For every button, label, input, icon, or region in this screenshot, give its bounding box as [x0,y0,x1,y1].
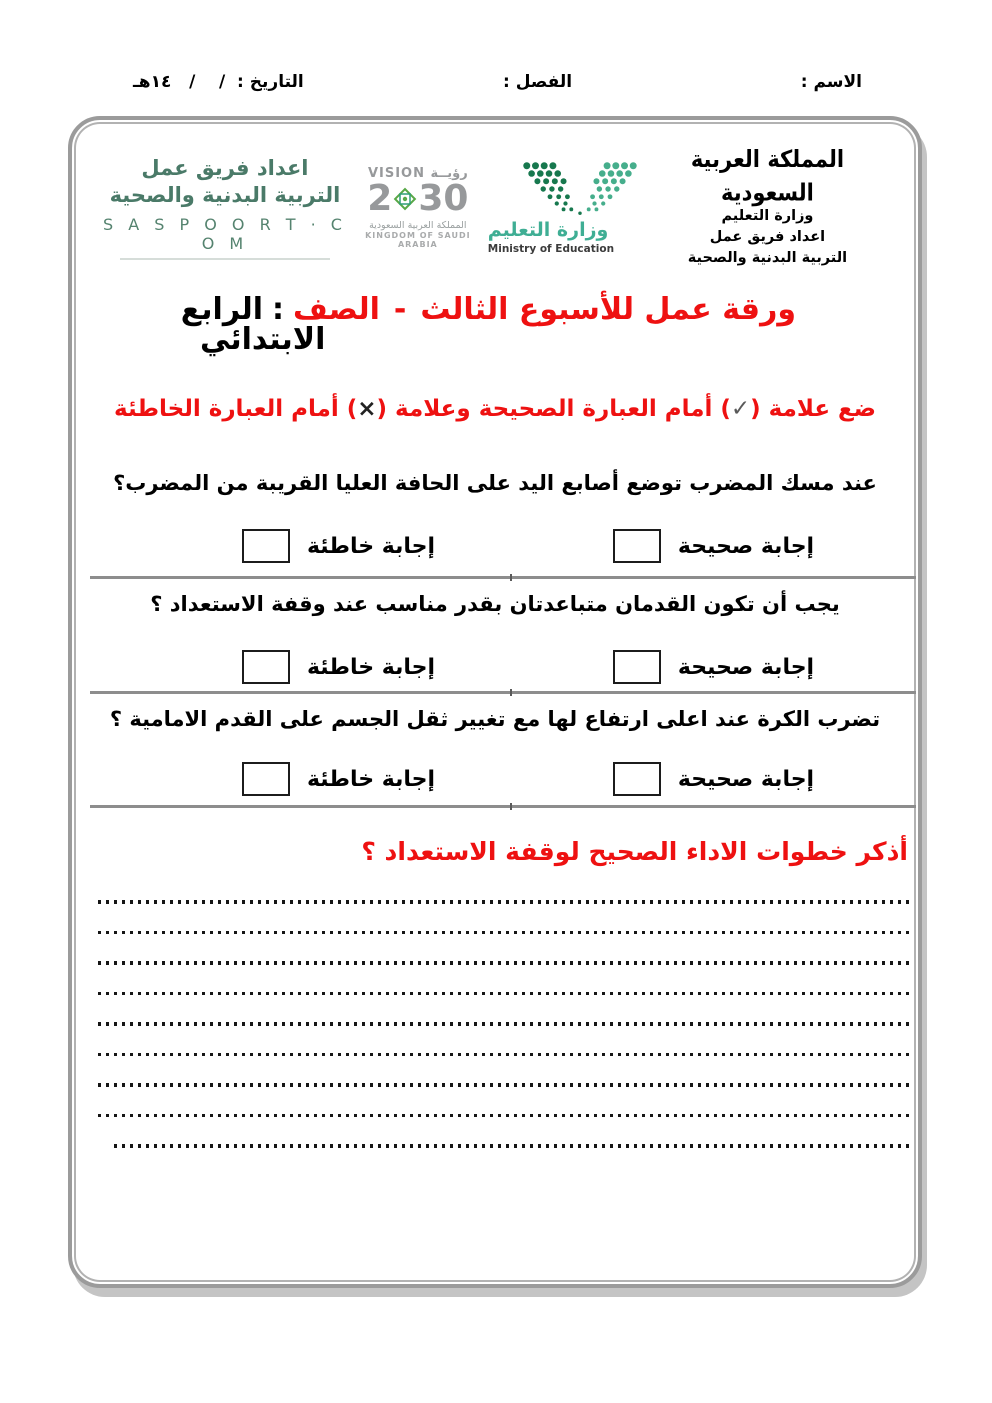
ksa-header-block [647,146,888,269]
class-field-label: الفصل : [503,72,573,92]
answer-dotted-line [98,900,914,904]
saspoort-site-text: S A S P O O R T · C O M [102,214,347,253]
answer-dotted-line [98,1053,914,1057]
correct-answer-label: إجابة صحيحة [677,654,815,680]
row-divider [90,805,916,808]
question-1-correct-checkbox[interactable] [613,529,661,563]
answer-dotted-line [98,1083,914,1087]
ksa-kingdom-calligraphy: المملكة العربية السعودية [690,145,845,206]
question-1-text: عند مسك المضرب توضع أصابع اليد على الحافة العليا القريبة من المضرب؟ [113,471,877,495]
saspoort-underline [120,258,330,260]
question-2-text: يجب أن تكون القدمان متباعدتان بقدر مناسب عند وقفة الاستعداد ؟ [150,592,840,616]
instruction-line [102,388,888,430]
row-divider [90,691,916,694]
date-field-label: التاريخ : / / ١٤هـ [133,72,304,92]
open-question-heading: أذكر خطوات الاداء الصحيح لوقفة الاستعداد ؟ [361,837,908,866]
ministry-of-education-logo [488,159,647,255]
question-block-3 [102,702,888,808]
vision-year-left: 2 [367,177,393,219]
answer-dotted-line [98,1022,914,1026]
instruction-part2: ) أمام العبارة الصحيحة وعلامة ( [376,396,731,422]
title-dash: - [393,292,407,327]
question-1-wrong-checkbox[interactable] [242,529,290,563]
worksheet-frame [68,116,922,1288]
wrong-answer-label: إجابة خاطئة [306,533,436,559]
answer-lines-area[interactable] [98,900,914,1148]
ksa-team-line1: اعداد فريق عمل [709,228,826,245]
saspoort-line2: التربية البدنية والصحية [109,182,341,207]
question-block-1 [102,466,888,579]
answer-dotted-line [98,1114,914,1118]
question-2-answers [102,643,888,691]
moe-name-ar: وزارة التعليم [487,219,609,241]
worksheet-title [102,292,888,388]
logos-row [102,145,888,266]
vision-2030-logo [348,166,488,249]
question-3-wrong-checkbox[interactable] [242,762,290,796]
moe-dotted-emblem-icon [516,159,644,219]
saspoort-logo [102,155,348,260]
correct-answer-label: إجابة صحيحة [677,766,815,792]
check-mark-icon: ✓ [730,396,751,422]
question-block-2 [102,587,888,694]
instruction-part1: ضع علامة ( [750,396,876,422]
ksa-ministry-line: وزارة التعليم [721,207,814,224]
question-2-correct-checkbox[interactable] [613,650,661,684]
title-grade: الرابع [180,292,264,327]
vision-country-ar: المملكة العربية السعودية [369,219,467,231]
row-divider [90,576,916,579]
moe-name-en: Ministry of Education [487,243,615,255]
answer-dotted-line [114,1144,914,1148]
question-3-correct-checkbox[interactable] [613,762,661,796]
title-worksheet-text: ورقة عمل للأسبوع الثالث [420,292,796,327]
answer-dotted-line [98,961,914,965]
vision-en-text: VISION [367,165,425,181]
instruction-part3: ) أمام العبارة الخاطئة [114,396,358,422]
question-3-answers [102,755,888,803]
vision-year-right: 30 [418,177,469,219]
question-1-answers [102,522,888,570]
name-field-label: الاسم : [800,72,862,92]
vision-ar-text: رؤيــة [430,165,468,181]
wrong-answer-label: إجابة خاطئة [306,766,436,792]
ksa-team-line2: التربية البدنية والصحية [687,249,848,266]
correct-answer-label: إجابة صحيحة [677,533,815,559]
title-colon: : [272,292,285,327]
vision-country-en: KINGDOM OF SAUDI ARABIA [365,230,471,249]
question-2-wrong-checkbox[interactable] [242,650,290,684]
cross-mark-icon: × [357,396,377,422]
question-3-text: تضرب الكرة عند اعلى ارتفاع لها مع تغيير ثقل الجسم على القدم الامامية ؟ [109,707,881,731]
answer-dotted-line [98,992,914,996]
answer-dotted-line [98,931,914,935]
title-grade-level: الابتدائي [200,322,326,357]
saspoort-line1: اعداد فريق عمل [141,155,309,180]
wrong-answer-label: إجابة خاطئة [306,654,436,680]
vision-palm-emblem-icon [393,186,417,212]
title-class-word: الصف [293,292,380,327]
